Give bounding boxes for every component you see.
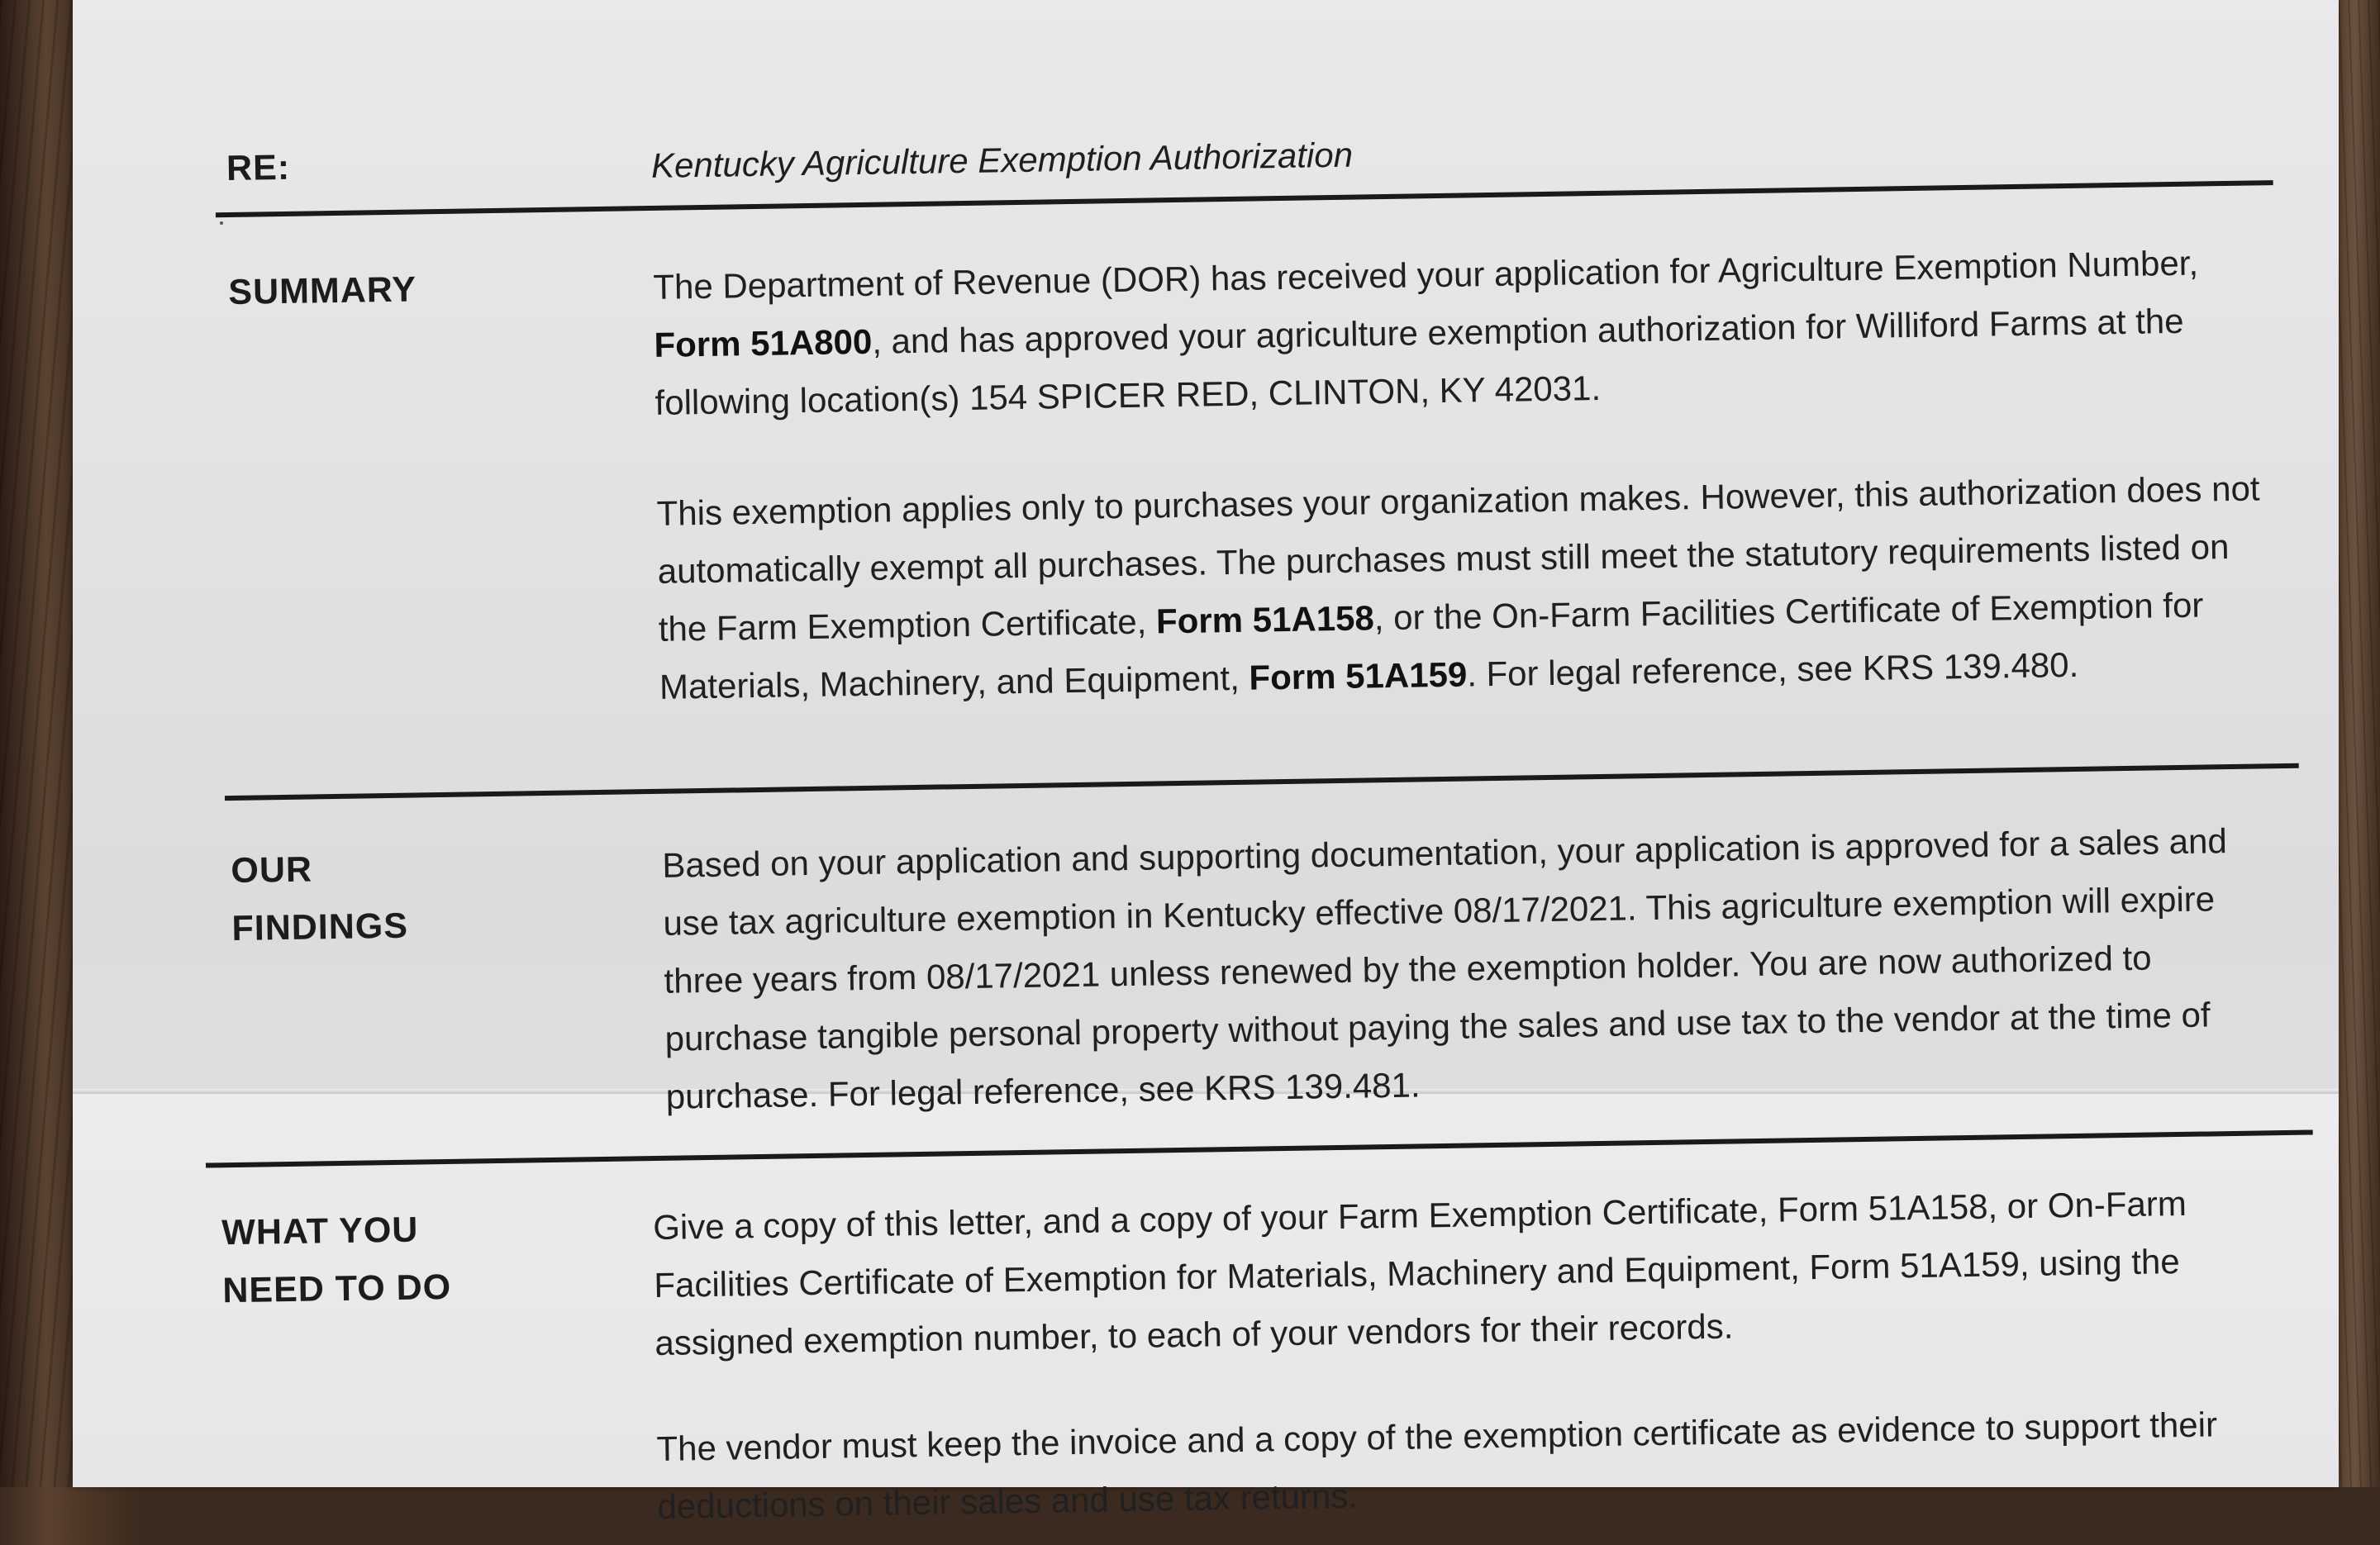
divider-rule-2	[225, 763, 2299, 801]
todo-label-line-2: NEED TO DO	[222, 1267, 452, 1311]
summary-label: SUMMARY	[228, 269, 417, 312]
summary-p2-text-end: . For legal reference, see KRS 139.480.	[1466, 644, 2079, 694]
todo-paragraph-2: The vendor must keep the invoice and a copy of the exemption certificate as evidence to support their deductions on their sales and use tax returns.	[656, 1405, 2218, 1527]
findings-paragraph: Based on your application and supporting documentation, your application is approved for a sales and use tax agriculture exemption in Kentucky effective 08/17/2021. This agriculture exemption will expire three years from 08/17/2021 unless renewed by the exemption holder. You are now authorized to purchase tangible personal property without paying the sales and use tax to the vendor at the time of purchase. For legal reference, see KRS 139.481.	[662, 821, 2228, 1116]
summary-p2-text-mid: , or the On-Farm Facilities Certificate of Exemption for Materials, Machinery, and Equipment,	[659, 585, 2204, 706]
summary-p1-text: The Department of Revenue (DOR) has received your application for Agriculture Exemption Number,	[653, 243, 2199, 307]
divider-rule-3	[206, 1129, 2313, 1167]
summary-paragraph-1	[653, 233, 2275, 432]
todo-label	[221, 1200, 452, 1319]
letter-content	[64, 0, 2353, 1527]
form-51a800: Form 51A800	[654, 321, 873, 364]
summary-paragraph-2	[656, 459, 2279, 716]
findings-label-line-1: OUR	[231, 849, 313, 891]
form-51a158: Form 51A158	[1155, 598, 1375, 641]
letter-paper	[73, 0, 2339, 1527]
findings-label-line-2: FINDINGS	[231, 906, 409, 949]
form-51a159: Form 51A159	[1249, 654, 1468, 697]
findings-label	[231, 839, 409, 958]
todo-paragraph-1: Give a copy of this letter, and a copy of your Farm Exemption Certificate, Form 51A158, or On-Farm Facilities Certificate of Exemption for Materials, Machinery and Equipment, Form 51A159, using the assigned exemption number, to each of your vendors for their records.	[652, 1183, 2187, 1363]
re-subject: Kentucky Agriculture Exemption Authorization	[650, 135, 1354, 185]
summary-p2-text: This exemption applies only to purchases your organization makes. However, this authorization does not automatically exempt all purchases. The purchases must still meet the statutory requirements listed on the Farm Exemption Certificate,	[656, 468, 2260, 649]
summary-p1-text-end: , and has approved your agriculture exemption authorization for Williford Farms at the following location(s) 154 SPICER RED, CLINTON, KY 42031.	[654, 301, 2184, 422]
divider-rule-1	[216, 180, 2273, 217]
re-label: RE:	[226, 147, 291, 189]
todo-label-line-1: WHAT YOU	[221, 1210, 419, 1253]
